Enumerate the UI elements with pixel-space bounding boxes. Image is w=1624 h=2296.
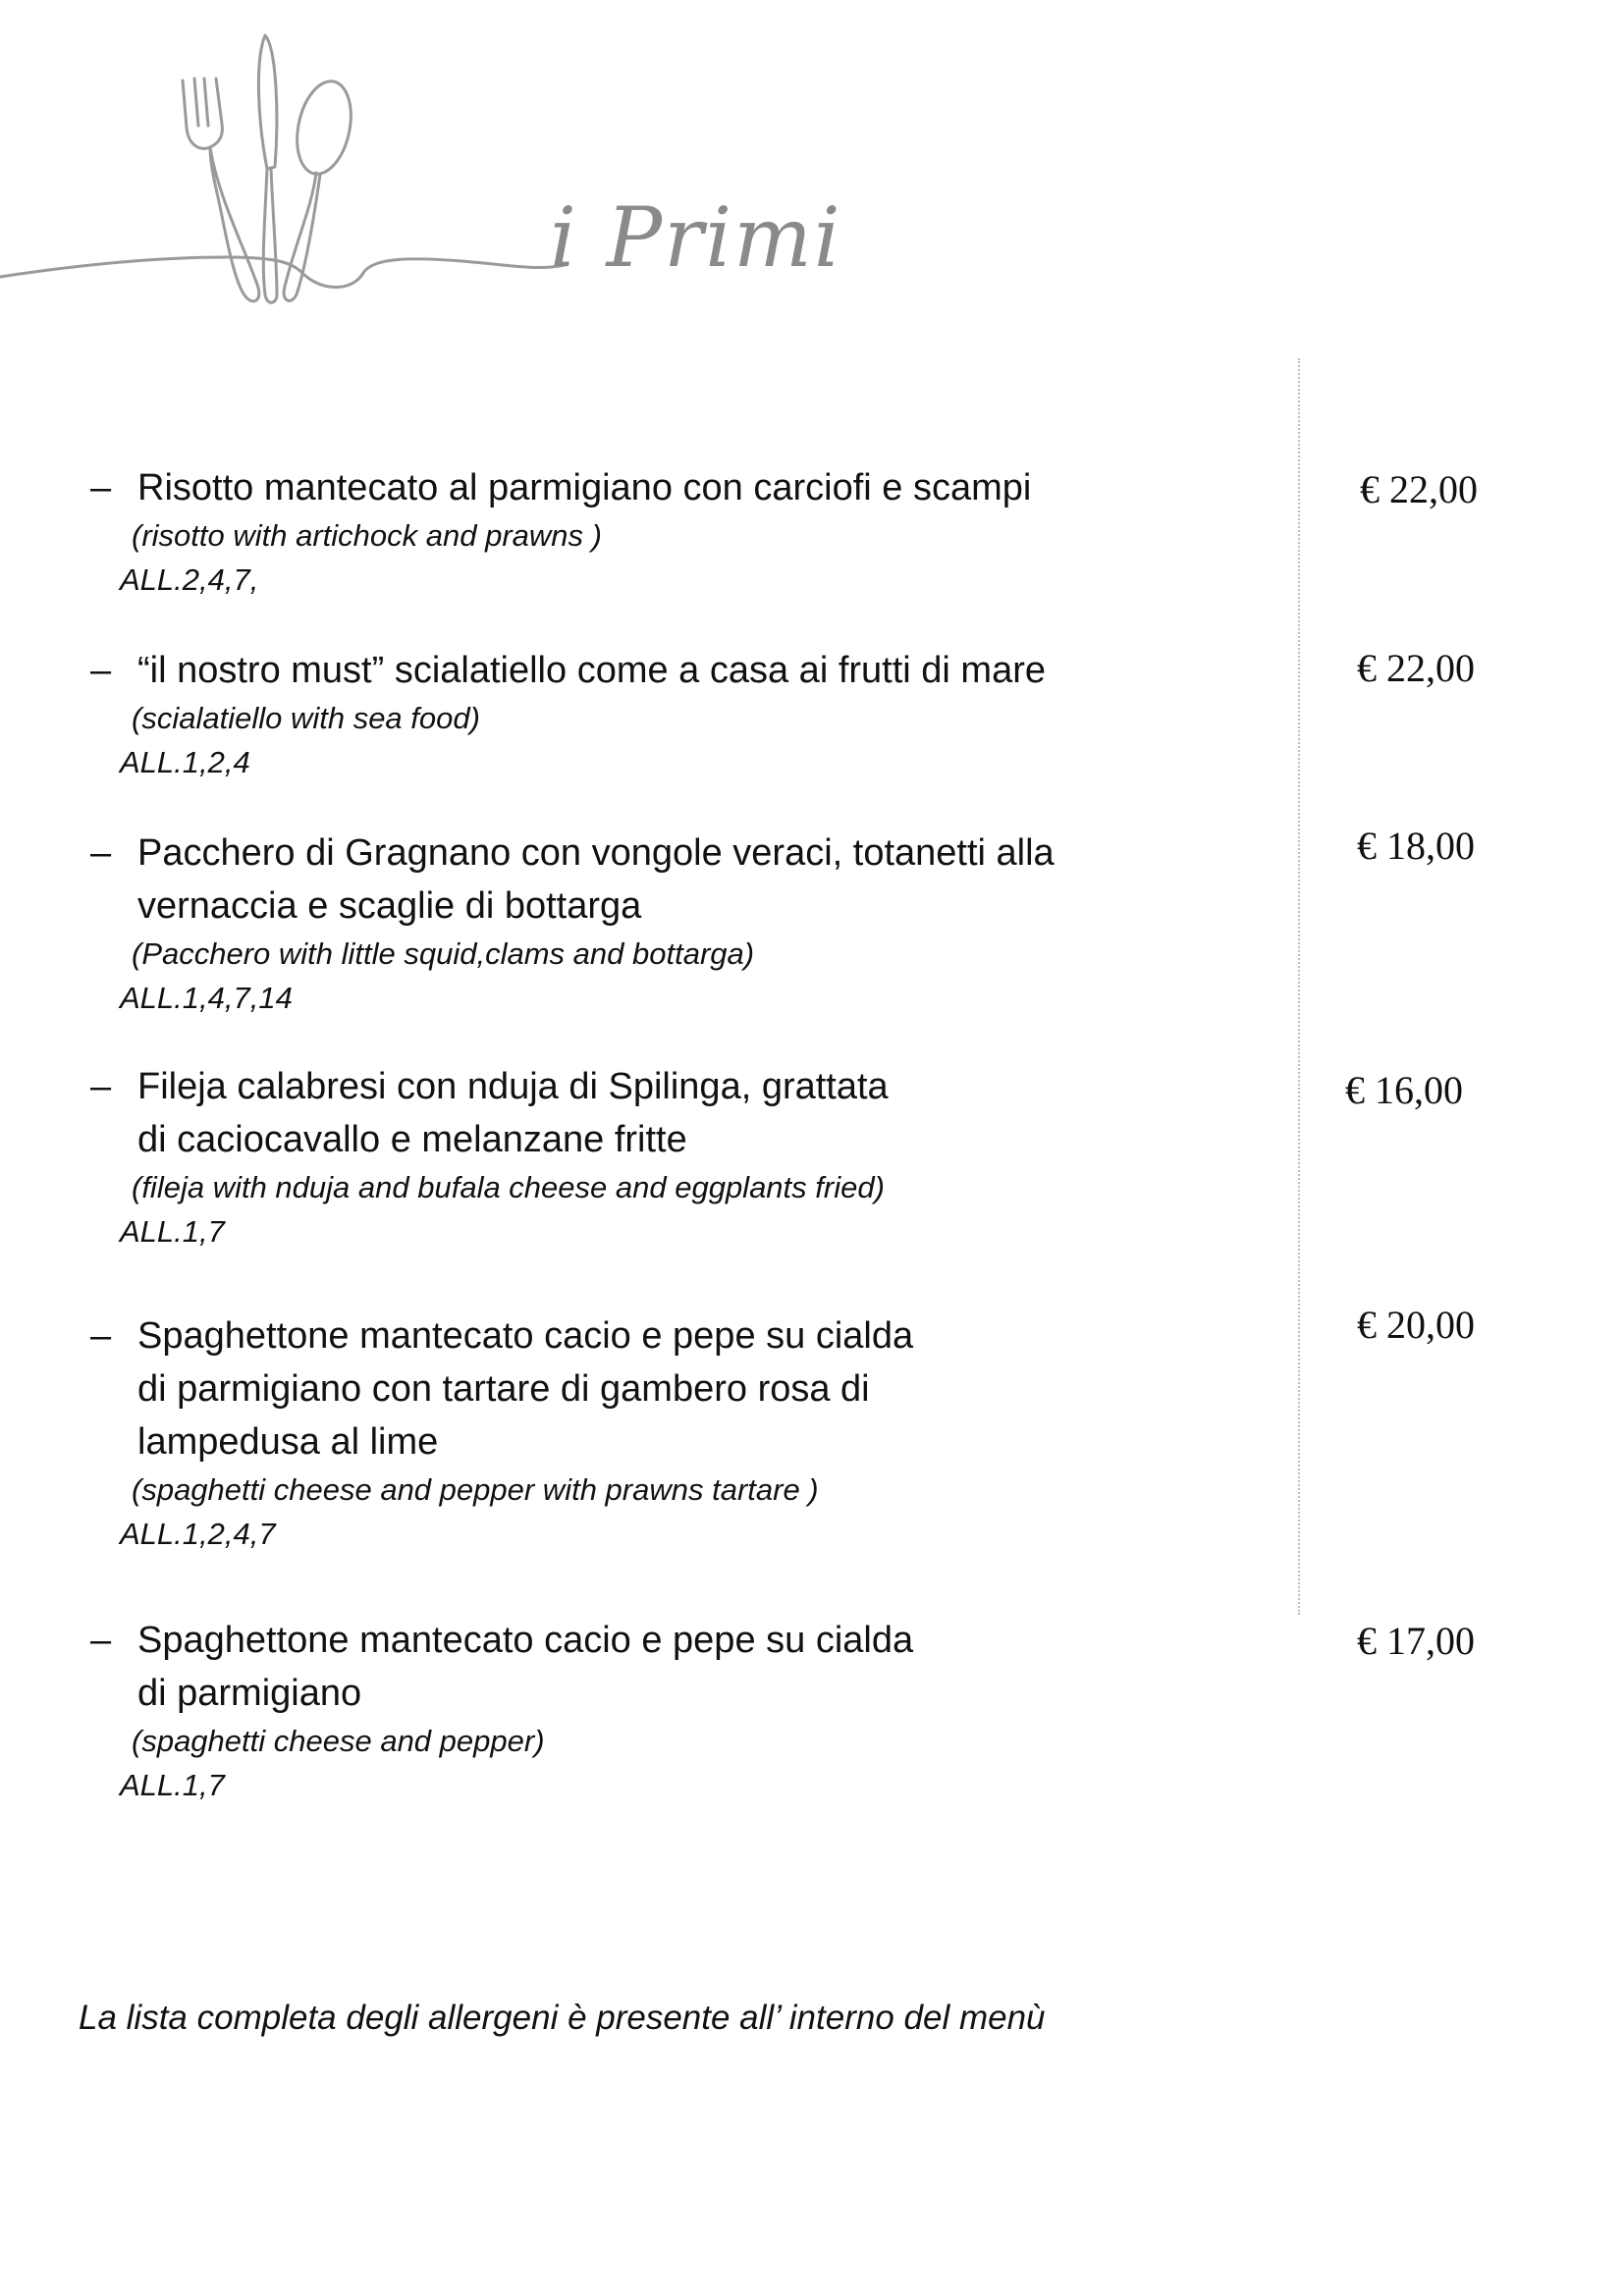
- fork-icon: [183, 79, 259, 301]
- dish-name-line: Pacchero di Gragnano con vongole veraci, totanetti alla: [137, 832, 1055, 874]
- dish-price: € 17,00: [1357, 1619, 1475, 1663]
- dish-translation: (spaghetti cheese and pepper with prawns tartare ): [132, 1472, 819, 1507]
- dish-name-line: Risotto mantecato al parmigiano con carciofi e scampi: [137, 467, 1032, 508]
- dish-name: [90, 644, 1178, 697]
- dish-name-line: Fileja calabresi con nduja di Spilinga, grattata: [137, 1066, 889, 1107]
- dish-price: € 18,00: [1357, 824, 1475, 868]
- dish-allergens: ALL.1,2,4,7: [120, 1517, 276, 1551]
- dish-name-line: di parmigiano: [137, 1673, 362, 1714]
- dish-translation: (risotto with artichock and prawns ): [132, 518, 602, 553]
- dish-translation: (Pacchero with little squid,clams and bottarga): [132, 936, 755, 971]
- bullet-dash: –: [90, 467, 112, 508]
- dish-allergens: ALL.1,2,4: [120, 745, 250, 779]
- dish-translation: (fileja with nduja and bufala cheese and eggplants fried): [132, 1170, 885, 1204]
- dish-allergens: ALL.1,7: [120, 1214, 225, 1249]
- dish-name-line: vernaccia e scaglie di bottarga: [137, 885, 642, 927]
- dish-name: [90, 461, 1178, 514]
- dish-name-line: “il nostro must” scialatiello come a casa ai frutti di mare: [137, 650, 1046, 691]
- dish-name: [90, 1614, 1178, 1720]
- menu-item: [90, 827, 1563, 1021]
- dish-name-line: di parmigiano con tartare di gambero rosa di: [137, 1368, 870, 1410]
- dish-allergens: ALL.1,7: [120, 1768, 225, 1802]
- dish-price: € 22,00: [1360, 467, 1478, 511]
- dish-name-line: di caciocavallo e melanzane fritte: [137, 1119, 687, 1160]
- bullet-dash: –: [90, 1315, 112, 1357]
- dish-price: € 16,00: [1345, 1068, 1463, 1112]
- menu-item: [90, 644, 1563, 785]
- dish-allergens: ALL.2,4,7,: [120, 562, 259, 597]
- dish-name-line: Spaghettone mantecato cacio e pepe su cialda: [137, 1315, 914, 1357]
- dish-name: [90, 1060, 1178, 1166]
- dish-name: [90, 827, 1178, 933]
- dish-name: [90, 1309, 1178, 1468]
- menu-item: [90, 1060, 1563, 1255]
- dish-translation: (spaghetti cheese and pepper): [132, 1724, 545, 1758]
- menu-item: [90, 1309, 1563, 1557]
- dish-name-line: lampedusa al lime: [137, 1421, 439, 1463]
- menu-item: [90, 461, 1563, 603]
- menu-item: [90, 1614, 1563, 1808]
- dish-price: € 20,00: [1357, 1303, 1475, 1347]
- dish-allergens: ALL.1,4,7,14: [120, 981, 293, 1015]
- bullet-dash: –: [90, 1620, 112, 1661]
- allergen-footer-note: La lista completa degli allergeni è presente all’ interno del menù: [79, 1999, 1046, 2037]
- dish-translation: (scialatiello with sea food): [132, 701, 480, 735]
- dish-price: € 22,00: [1357, 646, 1475, 690]
- knife-icon: [258, 35, 277, 302]
- bullet-dash: –: [90, 650, 112, 691]
- bullet-dash: –: [90, 832, 112, 874]
- bullet-dash: –: [90, 1066, 112, 1107]
- section-title: i Primi: [550, 189, 842, 286]
- dish-name-line: Spaghettone mantecato cacio e pepe su cialda: [137, 1620, 914, 1661]
